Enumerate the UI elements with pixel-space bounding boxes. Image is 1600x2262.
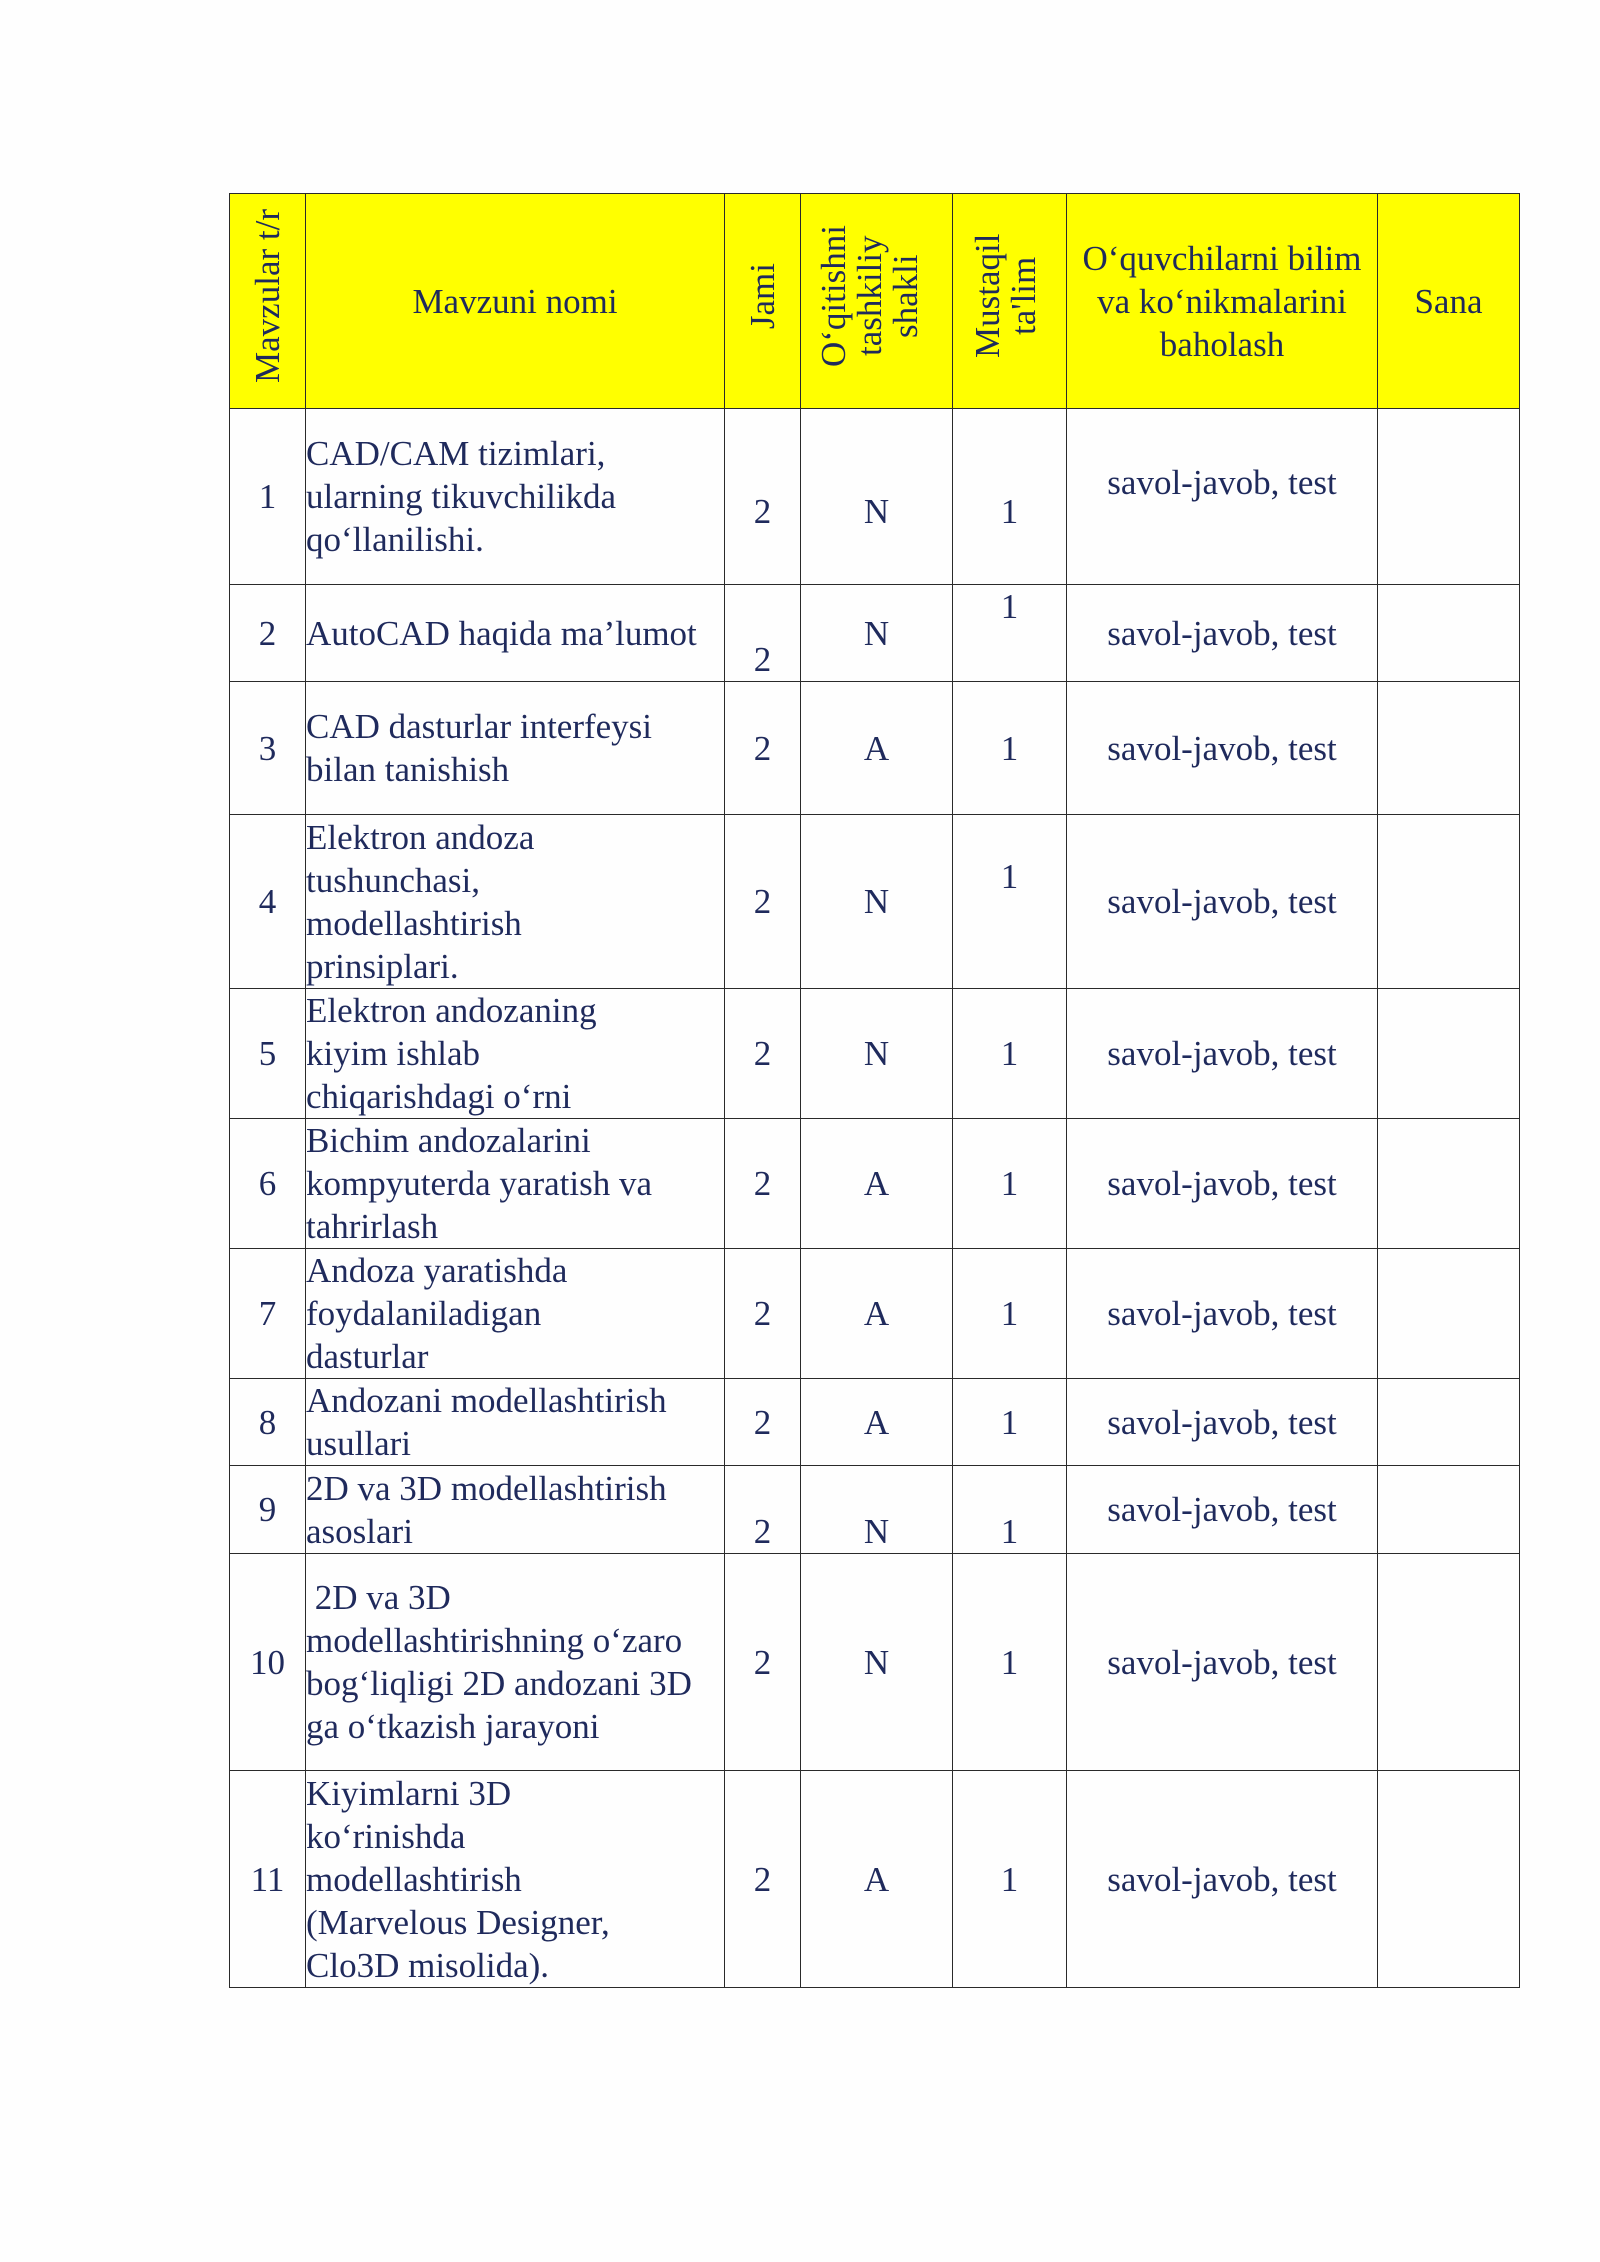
header-assessment: O‘quvchilarni bilim va ko‘nikmalarini baholash: [1067, 194, 1378, 409]
table-row: [230, 815, 1520, 989]
row-date: [1378, 585, 1520, 682]
header-topic-no-label: Mavzular t/r: [247, 209, 287, 383]
row-date: [1378, 989, 1520, 1119]
row-topic-name-text: AutoCAD haqida ma’lumot: [306, 613, 697, 653]
row-date: [1378, 1554, 1520, 1771]
row-org-form: N: [801, 585, 953, 682]
row-topic-name: Bichim andozalarini kompyuterda yaratish va tahrirlash: [306, 1119, 725, 1249]
row-org-form: A: [801, 1379, 953, 1466]
row-assessment: savol-javob, test: [1067, 1379, 1378, 1466]
row-topic-name: CAD/CAM tizimlari, ularning tikuvchilikda qo‘llanilishi.: [306, 409, 725, 585]
row-total: 2: [725, 1119, 801, 1249]
row-number: 7: [230, 1249, 306, 1379]
row-assessment: savol-javob, test: [1067, 815, 1378, 989]
header-total-label: Jami: [742, 262, 782, 330]
row-independent: 1: [953, 815, 1067, 989]
row-date: [1378, 1771, 1520, 1988]
row-independent: 1: [953, 989, 1067, 1119]
row-org-form: N: [801, 1554, 953, 1771]
header-total: [725, 194, 801, 409]
row-number: 4: [230, 815, 306, 989]
row-date: [1378, 1249, 1520, 1379]
row-assessment: savol-javob, test: [1067, 989, 1378, 1119]
row-date: [1378, 815, 1520, 989]
row-org-form: A: [801, 1249, 953, 1379]
row-topic-name: Elektron andozaning kiyim ishlab chiqarishdagi o‘rni: [306, 989, 725, 1119]
row-assessment: savol-javob, test: [1067, 585, 1378, 682]
row-org-form: N: [801, 989, 953, 1119]
header-org-form: [801, 194, 953, 409]
row-topic-name: [306, 585, 725, 682]
row-topic-name: Kiyimlarni 3D ko‘rinishda modellashtirish (Marvelous Designer, Clo3D misolida).: [306, 1771, 725, 1988]
table-row: [230, 1379, 1520, 1466]
row-total: 2: [725, 585, 801, 682]
row-independent: 1: [953, 1379, 1067, 1466]
table-row: [230, 1119, 1520, 1249]
table-row: [230, 585, 1520, 682]
row-total: 2: [725, 1379, 801, 1466]
row-assessment: savol-javob, test: [1067, 1554, 1378, 1771]
header-org-form-label: O‘qitishni tashkiliy shakli: [813, 225, 925, 367]
row-number: 6: [230, 1119, 306, 1249]
header-topic-no: [230, 194, 306, 409]
row-total: 2: [725, 1771, 801, 1988]
row-org-form: N: [801, 1466, 953, 1554]
row-total: 2: [725, 682, 801, 815]
table-row: [230, 1249, 1520, 1379]
row-assessment: savol-javob, test: [1067, 682, 1378, 815]
row-independent: 1: [953, 585, 1067, 682]
row-org-form: N: [801, 815, 953, 989]
row-topic-name: 2D va 3D modellashtirish asoslari: [306, 1466, 725, 1554]
row-independent: 1: [953, 409, 1067, 585]
row-independent: 1: [953, 1554, 1067, 1771]
row-org-form: A: [801, 1119, 953, 1249]
row-independent: 1: [953, 1119, 1067, 1249]
row-topic-name: 2D va 3D modellashtirishning o‘zaro bog‘liqligi 2D andozani 3D ga o‘tkazish jarayoni: [306, 1554, 725, 1771]
row-total: 2: [725, 1466, 801, 1554]
row-number: 5: [230, 989, 306, 1119]
row-date: [1378, 682, 1520, 815]
row-number: 9: [230, 1466, 306, 1554]
row-assessment: savol-javob, test: [1067, 1466, 1378, 1554]
row-assessment: savol-javob, test: [1067, 1249, 1378, 1379]
header-date: Sana: [1378, 194, 1520, 409]
row-total: 2: [725, 815, 801, 989]
row-number: 10: [230, 1554, 306, 1771]
table-row: [230, 682, 1520, 815]
row-total: 2: [725, 1554, 801, 1771]
row-assessment: savol-javob, test: [1067, 409, 1378, 585]
table-row: [230, 1554, 1520, 1771]
row-date: [1378, 1466, 1520, 1554]
row-number: 2: [230, 585, 306, 682]
curriculum-table: [229, 193, 1520, 1988]
header-topic-name: Mavzuni nomi: [306, 194, 725, 409]
header-independent: [953, 194, 1067, 409]
row-topic-name: Andozani modellashtirish usullari: [306, 1379, 725, 1466]
row-independent: 1: [953, 1771, 1067, 1988]
row-number: 11: [230, 1771, 306, 1988]
table-row: [230, 989, 1520, 1119]
row-total: 2: [725, 1249, 801, 1379]
row-assessment: savol-javob, test: [1067, 1119, 1378, 1249]
row-date: [1378, 1379, 1520, 1466]
header-row: [230, 194, 1520, 409]
row-topic-name: CAD dasturlar interfeysi bilan tanishish: [306, 682, 725, 815]
row-date: [1378, 1119, 1520, 1249]
header-independent-label: Mustaqil ta'lim: [967, 233, 1043, 359]
row-independent: 1: [953, 682, 1067, 815]
table-row: [230, 409, 1520, 585]
row-total: 2: [725, 409, 801, 585]
row-total: 2: [725, 989, 801, 1119]
row-independent: 1: [953, 1466, 1067, 1554]
row-org-form: N: [801, 409, 953, 585]
table-row: [230, 1771, 1520, 1988]
row-org-form: A: [801, 1771, 953, 1988]
row-date: [1378, 409, 1520, 585]
row-number: 8: [230, 1379, 306, 1466]
row-independent: 1: [953, 1249, 1067, 1379]
row-topic-name: Elektron andoza tushunchasi, modellashtirish prinsiplari.: [306, 815, 725, 989]
row-org-form: A: [801, 682, 953, 815]
row-number: 3: [230, 682, 306, 815]
row-assessment: savol-javob, test: [1067, 1771, 1378, 1988]
table-row: [230, 1466, 1520, 1554]
row-number: 1: [230, 409, 306, 585]
row-topic-name: Andoza yaratishda foydalaniladigan dasturlar: [306, 1249, 725, 1379]
